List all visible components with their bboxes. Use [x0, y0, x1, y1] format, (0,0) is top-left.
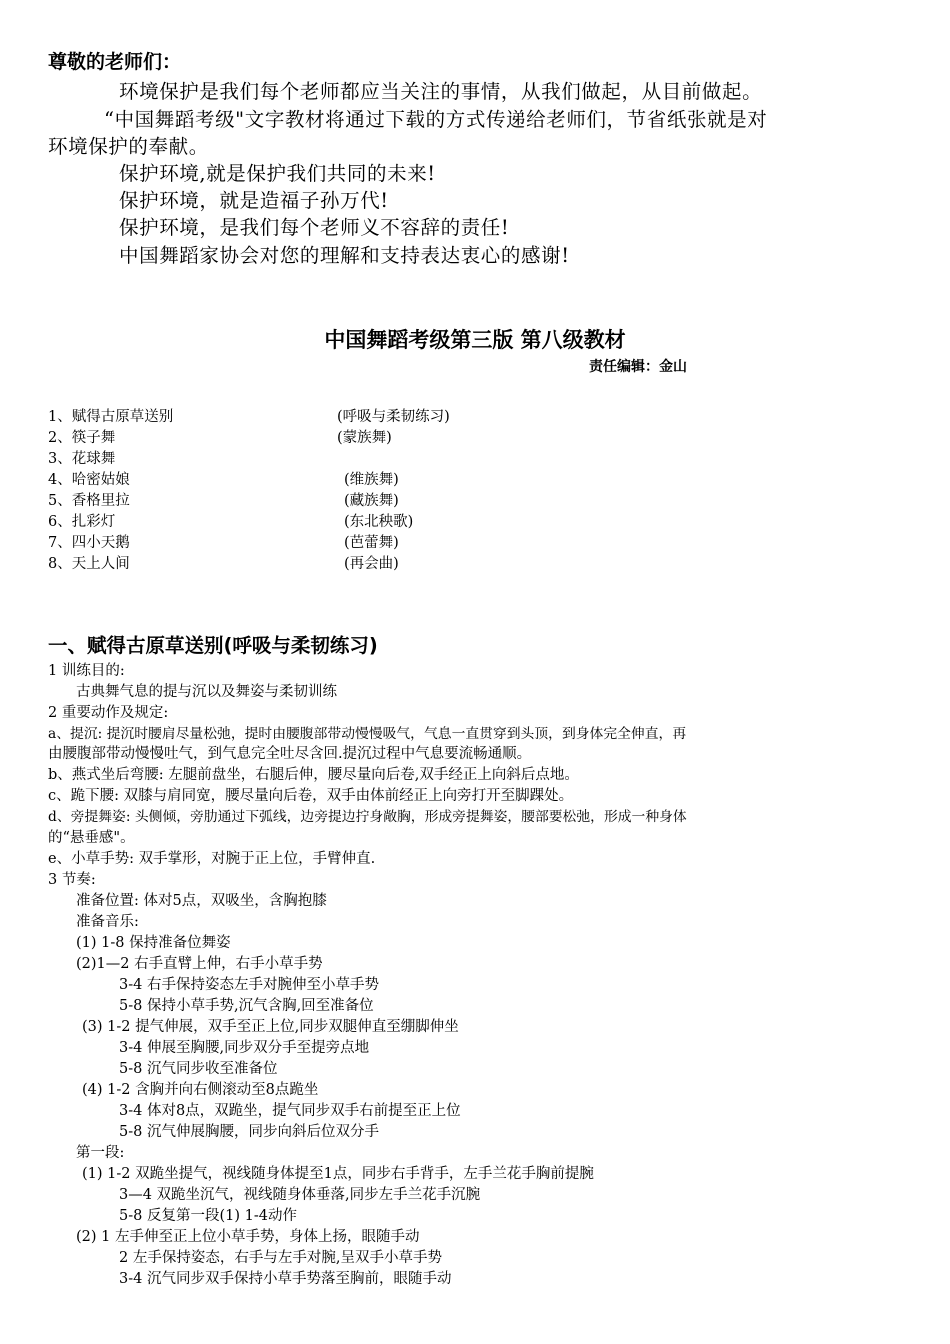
toc-item-style: (蒙族舞): [337, 430, 392, 446]
body-line: (1) 1-8 保持准备位舞姿: [76, 935, 231, 951]
body-line: a、提沉: 提沉时腰肩尽量松弛，提时由腰腹部带动慢慢吸气，气息一直贯穿到头顶，到身体完全伸直，再: [48, 726, 687, 742]
toc-item-style: (呼吸与柔韧练习): [337, 409, 450, 425]
body-line: c、跪下腰: 双膝与肩同宽，腰尽量向后卷，双手由体前经正上向旁打开至脚踝处。: [48, 788, 574, 804]
body-line: 5-8 沉气伸展胸腰，同步向斜后位双分手: [119, 1124, 379, 1140]
body-line: 3-4 沉气同步双手保持小草手势落至胸前，眼随手动: [119, 1271, 452, 1287]
greeting: 尊敬的老师们：: [48, 51, 182, 73]
intro-line: 中国舞蹈家协会对您的理解和支持表达衷心的感谢!: [119, 244, 570, 267]
body-line: 古典舞气息的提与沉以及舞姿与柔韧训练: [76, 684, 337, 700]
intro-line: 保护环境，是我们每个老师义不容辞的责任!: [119, 216, 510, 239]
toc-item-name: 5、香格里拉: [48, 493, 130, 509]
body-line: (3) 1-2 提气伸展，双手至正上位,同步双腿伸直至绷脚伸坐: [82, 1019, 459, 1035]
body-line: 5-8 反复第一段(1) 1-4动作: [119, 1208, 297, 1224]
body-line: e、小草手势: 双手掌形，对腕于正上位，手臂伸直.: [48, 851, 376, 867]
body-line: b、燕式坐后弯腰: 左腿前盘坐，右腿后伸，腰尽量向后卷,双手经正上向斜后点地。: [48, 767, 579, 783]
section-heading: 一、赋得古原草送别(呼吸与柔韧练习): [48, 634, 378, 657]
intro-line: 保护环境,就是保护我们共同的未来!: [119, 162, 436, 185]
body-line: 3-4 右手保持姿态左手对腕伸至小草手势: [119, 977, 379, 993]
body-line: (4) 1-2 含胸并向右侧滚动至8点跪坐: [82, 1082, 319, 1098]
toc-item-style: (东北秧歌): [344, 514, 414, 530]
toc-item-name: 3、花球舞: [48, 451, 116, 467]
editor-credit: 责任编辑：金山: [589, 359, 687, 375]
intro-line: “中国舞蹈考级"文字教材将通过下载的方式传递给老师们，节省纸张就是对: [104, 108, 768, 131]
toc-item-style: (再会曲): [344, 556, 399, 572]
body-line: 3 节奏:: [48, 872, 96, 888]
body-line: 的“悬垂感"。: [48, 830, 135, 846]
toc-item-name: 4、哈密姑娘: [48, 472, 130, 488]
body-line: (1) 1-2 双跪坐提气，视线随身体提至1点，同步右手背手，左手兰花手胸前提腕: [82, 1166, 594, 1182]
toc-item-style: (维族舞): [344, 472, 399, 488]
body-line: 3-4 体对8点，双跪坐，提气同步双手右前提至正上位: [119, 1103, 461, 1119]
body-line: 由腰腹部带动慢慢吐气，到气息完全吐尽含回.提沉过程中气息要流畅通顺。: [48, 746, 532, 762]
body-line: 准备音乐:: [76, 914, 139, 930]
toc-item-style: (藏族舞): [344, 493, 399, 509]
body-line: 5-8 保持小草手势,沉气含胸,回至准备位: [119, 998, 374, 1014]
body-line: (2)1—2 右手直臂上伸，右手小草手势: [76, 956, 323, 972]
toc-item-name: 6、扎彩灯: [48, 514, 116, 530]
document-title: 中国舞蹈考级第三版 第八级教材: [324, 328, 626, 352]
toc-item-name: 8、天上人间: [48, 556, 130, 572]
body-line: 准备位置: 体对5点，双吸坐，含胸抱膝: [76, 893, 327, 909]
body-line: 3-4 伸展至胸腰,同步双分手至提旁点地: [119, 1040, 370, 1056]
toc-item-style: (芭蕾舞): [344, 535, 399, 551]
toc-item-name: 7、四小天鹅: [48, 535, 130, 551]
toc-item-name: 2、筷子舞: [48, 430, 116, 446]
body-line: 3—4 双跪坐沉气，视线随身体垂落,同步左手兰花手沉腕: [119, 1187, 481, 1203]
body-line: d、旁提舞姿: 头侧倾，旁肋通过下弧线，边旁提边拧身敞胸，形成旁提舞姿，腰部要松弛，形成一种身体: [48, 809, 687, 825]
body-line: 第一段:: [76, 1145, 125, 1161]
intro-line: 环境保护是我们每个老师都应当关注的事情，从我们做起，从目前做起。: [119, 80, 763, 103]
body-line: 1 训练目的:: [48, 663, 125, 679]
intro-line: 环境保护的奉献。: [48, 135, 209, 158]
body-line: 2 左手保持姿态，右手与左手对腕,呈双手小草手势: [119, 1250, 442, 1266]
intro-line: 保护环境，就是造福子孙万代!: [119, 189, 389, 212]
toc-item-name: 1、赋得古原草送别: [48, 409, 174, 425]
body-line: (2) 1 左手伸至正上位小草手势，身体上扬，眼随手动: [76, 1229, 420, 1245]
body-line: 2 重要动作及规定:: [48, 705, 169, 721]
body-line: 5-8 沉气同步收至准备位: [119, 1061, 278, 1077]
